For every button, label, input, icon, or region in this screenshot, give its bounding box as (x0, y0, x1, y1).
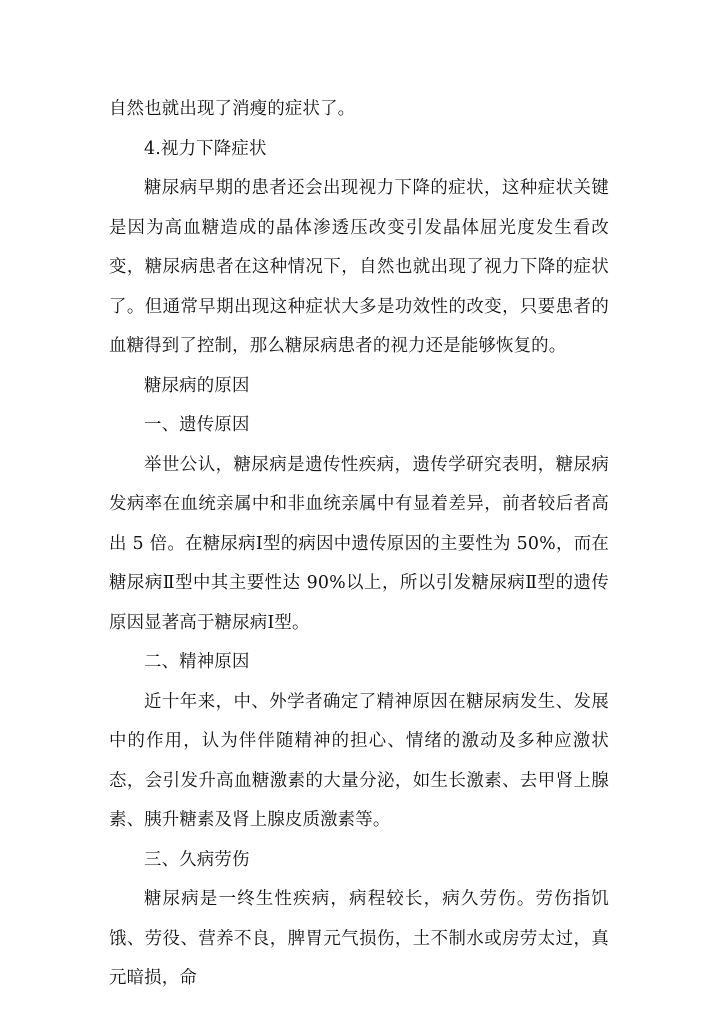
paragraph-vision-decline: 糖尿病早期的患者还会出现视力下降的症状，这种症状关键是因为高血糖造成的晶体渗透压改变引发晶体屈光度发生看改变，糖尿病患者在这种情况下，自然也就出现了视力下降的症状了。但通常早期出现这种症状大多是功效性的改变，只要患者的血糖得到了控制，那么糖尿病患者的视力还是能够恢复的。 (109, 178, 609, 356)
heading-mental-cause: 二、精神原因 (144, 652, 250, 672)
paragraph-mental-cause: 近十年来，中、外学者确定了精神原因在糖尿病发生、发展中的作用，认为伴伴随精神的担心、情绪的激动及多种应激状态，会引发升高血糖激素的大量分泌，如生长激素、去甲肾上腺素、胰升糖素及肾上腺皮质激素等。 (109, 691, 609, 830)
paragraph-genetic-cause: 举世公认，糖尿病是遗传性疾病，遗传学研究表明，糖尿病发病率在血统亲属中和非血统亲属中有显着差异，前者较后者高出 5 倍。在糖尿病Ⅰ型的病因中遗传原因的主要性为 50%，而在糖尿病Ⅱ型中其主要性达 90%以上，所以引发糖尿病Ⅱ型的遗传原因显著高于糖尿病Ⅰ型。 (109, 454, 609, 633)
heading-long-illness-fatigue: 三、久病劳伤 (144, 849, 250, 870)
paragraph-weight-loss-end: 自然也就出现了消瘦的症状了。 (109, 99, 356, 119)
heading-diabetes-causes: 糖尿病的原因 (144, 375, 250, 396)
paragraph-long-illness-fatigue: 糖尿病是一终生性疾病，病程较长，病久劳伤。劳伤指饥饿、劳役、营养不良，脾胃元气损伤，土不制水或房劳太过，真元暗损，命 (109, 889, 609, 988)
heading-genetic-cause: 一、遗传原因 (144, 415, 250, 435)
document-body (109, 90, 609, 999)
heading-vision-decline: 4.视力下降症状 (144, 138, 267, 159)
